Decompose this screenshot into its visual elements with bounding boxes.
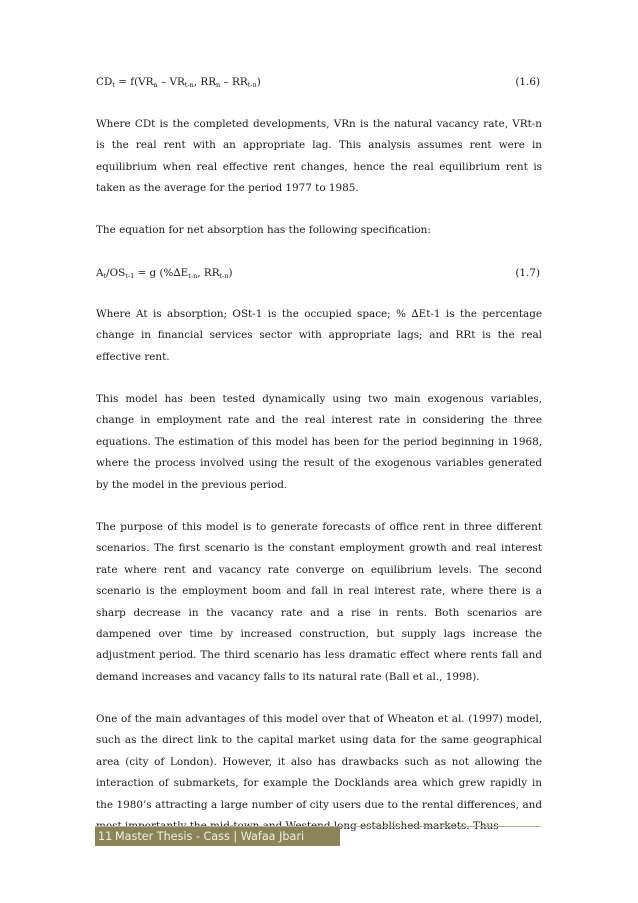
eq17-sub-3: t-n [219,272,229,280]
eq17-part-3: , RR [197,267,220,279]
eq17-close: ) [228,267,233,279]
eq16-part-2: – VR [157,76,185,88]
eq16-part-1: = f(VR [114,76,154,88]
eq16-sub-4: t-n [247,81,257,89]
eq16-sub-3: n [216,81,221,89]
eq16-close: ) [256,76,261,88]
eq16-lhs: CD [96,76,113,88]
eq17-part-1: /OS [106,267,126,279]
paragraph-model-testing: This model has been tested dynamically using two main exogenous variables, change in employment rate and the real interest rate in considering the three equations. The estimation of this model has been for the period beginning in 1968, where the process involved using the result of the exogenous variables generated by the model in the previous period. [96,393,542,491]
paragraph-forecast-scenarios: The purpose of this model is to generate forecasts of office rent in three different scenarios. The first scenario is the constant employment growth and real interest rate where rent and vacancy rate converge on equilibrium levels. The second scenario is the employment boom and fall in real interest rate, where there is a sharp decrease in the vacancy rate and a rise in rents. Both scenarios are dampened over time by increased construction, but supply lags increase the adjustment period. The third scenario has less dramatic effect where rents fall and demand increases and vacancy falls to its natural rate (Ball et al., 1998). [96,521,542,683]
eq16-sub-2: t-n [184,81,194,89]
eq17-part-2: = g (%∆E [134,267,189,279]
eq16-lhs-sub: t [112,81,115,89]
eq16-part-3: , RR [193,76,217,88]
footer-page-number: 11 [98,830,113,843]
eq17-lhs-sub: t [103,272,107,280]
eq16-part-4: – RR [220,76,248,88]
equation-number-1-6: (1.6) [515,76,540,88]
eq17-sub-1: t-1 [125,272,135,280]
paragraph-completed-developments: Where CDt is the completed developments, VRn is the natural vacancy rate, VRt-n is the real rent with an appropriate lag. This analysis assumes rent were in equilibrium when real effective rent changes, hence the real equilibrium rent is taken as the average for the period 1977 to 1985. [96,118,542,195]
footer-text: Master Thesis - Cass | Wafaa Jbari [115,830,305,843]
equation-1-6 [96,75,540,89]
equation-number-1-7: (1.7) [515,267,540,279]
paragraph-net-absorption-intro: The equation for net absorption has the following specification: [96,224,431,236]
eq17-lhs: A [96,267,104,279]
paragraph-absorption-definitions: Where At is absorption; OSt-1 is the occupied space; % ∆Et-1 is the percentage change in financial services sector with appropriate lags; and RRt is the real effective rent. [96,308,542,363]
eq16-sub-1: n [153,81,158,89]
page-footer [95,827,340,846]
paragraph-model-advantages: One of the main advantages of this model over that of Wheaton et al. (1997) model, such as the direct link to the capital market using data for the same geographical area (city of London). However, it also has drawbacks such as not allowing the interaction of submarkets, for example the Docklands area which grew rapidly in the 1980’s attracting a large number of city users due to the rental differences, and long established markets. Thus [96,713,542,833]
equation-1-7 [96,266,540,280]
eq17-sub-2: t-n [188,272,198,280]
